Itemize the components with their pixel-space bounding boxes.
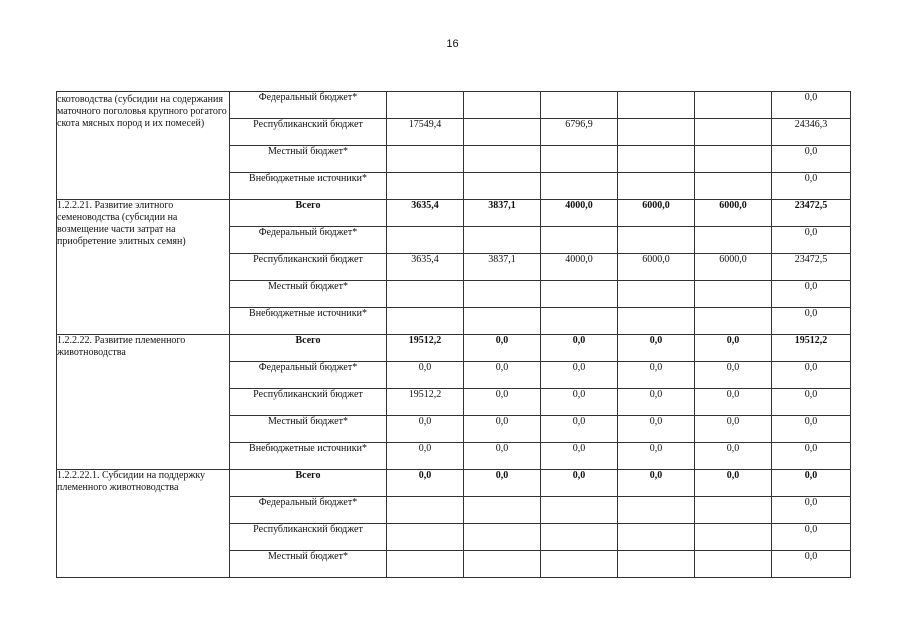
funding-source: Республиканский бюджет	[230, 119, 387, 146]
year-cell: 0,0	[695, 443, 772, 470]
total-cell: 0,0	[772, 551, 851, 578]
year-cell	[541, 524, 618, 551]
year-cell	[618, 524, 695, 551]
year-cell: 4000,0	[541, 254, 618, 281]
year-cell	[541, 281, 618, 308]
year-cell: 3837,1	[464, 254, 541, 281]
year-cell	[387, 92, 464, 119]
measure-name: 1.2.2.22. Развитие племенного животноводства	[57, 335, 230, 470]
year-cell	[618, 281, 695, 308]
funding-source: Местный бюджет*	[230, 146, 387, 173]
funding-source: Республиканский бюджет	[230, 524, 387, 551]
year-cell	[618, 551, 695, 578]
year-cell	[464, 281, 541, 308]
year-cell: 19512,2	[387, 389, 464, 416]
year-cell	[387, 146, 464, 173]
budget-table	[56, 91, 851, 578]
total-cell: 0,0	[772, 281, 851, 308]
year-cell	[695, 227, 772, 254]
year-cell: 0,0	[541, 335, 618, 362]
funding-source: Внебюджетные источники*	[230, 443, 387, 470]
year-cell	[695, 497, 772, 524]
year-cell: 0,0	[541, 443, 618, 470]
year-cell	[618, 497, 695, 524]
year-cell: 0,0	[618, 335, 695, 362]
year-cell: 0,0	[695, 470, 772, 497]
total-cell: 0,0	[772, 227, 851, 254]
year-cell	[541, 146, 618, 173]
funding-source: Федеральный бюджет*	[230, 362, 387, 389]
year-cell	[464, 497, 541, 524]
funding-source: Местный бюджет*	[230, 281, 387, 308]
table-body	[57, 92, 851, 578]
year-cell	[387, 551, 464, 578]
year-cell: 0,0	[541, 416, 618, 443]
year-cell: 0,0	[695, 389, 772, 416]
year-cell	[695, 173, 772, 200]
year-cell: 0,0	[464, 335, 541, 362]
year-cell: 6796,9	[541, 119, 618, 146]
year-cell: 6000,0	[695, 254, 772, 281]
year-cell	[541, 551, 618, 578]
year-cell	[387, 524, 464, 551]
funding-source: Местный бюджет*	[230, 416, 387, 443]
year-cell	[464, 119, 541, 146]
total-cell: 0,0	[772, 497, 851, 524]
year-cell: 0,0	[387, 470, 464, 497]
year-cell	[464, 308, 541, 335]
funding-source: Республиканский бюджет	[230, 389, 387, 416]
year-cell	[695, 524, 772, 551]
measure-name: 1.2.2.22.1. Субсидии на поддержку племенного животноводства	[57, 470, 230, 578]
year-cell: 0,0	[695, 416, 772, 443]
year-cell: 0,0	[464, 443, 541, 470]
funding-source: Местный бюджет*	[230, 551, 387, 578]
year-cell	[695, 281, 772, 308]
total-cell: 0,0	[772, 362, 851, 389]
total-cell: 0,0	[772, 389, 851, 416]
year-cell	[618, 227, 695, 254]
year-cell: 0,0	[618, 362, 695, 389]
table-row	[57, 200, 851, 227]
year-cell: 0,0	[387, 362, 464, 389]
page-number: 16	[446, 38, 459, 50]
year-cell: 3635,4	[387, 254, 464, 281]
year-cell	[464, 92, 541, 119]
year-cell	[618, 146, 695, 173]
year-cell	[618, 92, 695, 119]
year-cell	[387, 281, 464, 308]
year-cell	[387, 173, 464, 200]
year-cell: 3635,4	[387, 200, 464, 227]
year-cell: 0,0	[618, 416, 695, 443]
funding-source: Всего	[230, 470, 387, 497]
year-cell	[695, 146, 772, 173]
year-cell	[541, 92, 618, 119]
funding-source: Федеральный бюджет*	[230, 92, 387, 119]
year-cell: 0,0	[464, 389, 541, 416]
total-cell: 0,0	[772, 524, 851, 551]
total-cell: 0,0	[772, 173, 851, 200]
year-cell	[541, 308, 618, 335]
total-cell: 0,0	[772, 416, 851, 443]
year-cell	[464, 173, 541, 200]
year-cell	[541, 227, 618, 254]
measure-name: 1.2.2.21. Развитие элитного семеноводства (субсидии на возмещение части затрат на приобретение элитных семян)	[57, 200, 230, 335]
funding-source: Федеральный бюджет*	[230, 227, 387, 254]
year-cell: 0,0	[618, 470, 695, 497]
year-cell: 0,0	[695, 362, 772, 389]
year-cell	[618, 308, 695, 335]
total-cell: 0,0	[772, 443, 851, 470]
year-cell	[387, 227, 464, 254]
year-cell: 3837,1	[464, 200, 541, 227]
funding-source: Республиканский бюджет	[230, 254, 387, 281]
year-cell	[464, 524, 541, 551]
year-cell: 0,0	[387, 416, 464, 443]
year-cell: 19512,2	[387, 335, 464, 362]
year-cell	[695, 308, 772, 335]
year-cell: 0,0	[695, 335, 772, 362]
year-cell: 6000,0	[618, 254, 695, 281]
total-cell: 23472,5	[772, 254, 851, 281]
year-cell: 0,0	[541, 389, 618, 416]
year-cell	[464, 146, 541, 173]
total-cell: 0,0	[772, 92, 851, 119]
table-row	[57, 335, 851, 362]
year-cell	[464, 551, 541, 578]
measure-name: скотоводства (субсидии на содержания маточного поголовья крупного рогатого скота мясных пород и их помесей)	[57, 92, 230, 200]
total-cell: 0,0	[772, 470, 851, 497]
year-cell: 0,0	[541, 362, 618, 389]
year-cell: 0,0	[387, 443, 464, 470]
funding-source: Всего	[230, 335, 387, 362]
total-cell: 0,0	[772, 308, 851, 335]
year-cell	[695, 92, 772, 119]
total-cell: 0,0	[772, 146, 851, 173]
table-row	[57, 92, 851, 119]
year-cell	[695, 119, 772, 146]
year-cell	[618, 119, 695, 146]
year-cell: 0,0	[618, 443, 695, 470]
year-cell: 17549,4	[387, 119, 464, 146]
total-cell: 24346,3	[772, 119, 851, 146]
year-cell	[464, 227, 541, 254]
funding-source: Федеральный бюджет*	[230, 497, 387, 524]
total-cell: 23472,5	[772, 200, 851, 227]
total-cell: 19512,2	[772, 335, 851, 362]
year-cell: 0,0	[541, 470, 618, 497]
year-cell: 0,0	[618, 389, 695, 416]
year-cell: 4000,0	[541, 200, 618, 227]
table-row	[57, 470, 851, 497]
year-cell	[541, 497, 618, 524]
year-cell	[387, 308, 464, 335]
year-cell	[618, 173, 695, 200]
year-cell	[541, 173, 618, 200]
year-cell: 6000,0	[618, 200, 695, 227]
year-cell: 0,0	[464, 470, 541, 497]
year-cell: 6000,0	[695, 200, 772, 227]
year-cell	[387, 497, 464, 524]
year-cell: 0,0	[464, 416, 541, 443]
funding-source: Всего	[230, 200, 387, 227]
funding-source: Внебюджетные источники*	[230, 308, 387, 335]
funding-source: Внебюджетные источники*	[230, 173, 387, 200]
year-cell: 0,0	[464, 362, 541, 389]
year-cell	[695, 551, 772, 578]
